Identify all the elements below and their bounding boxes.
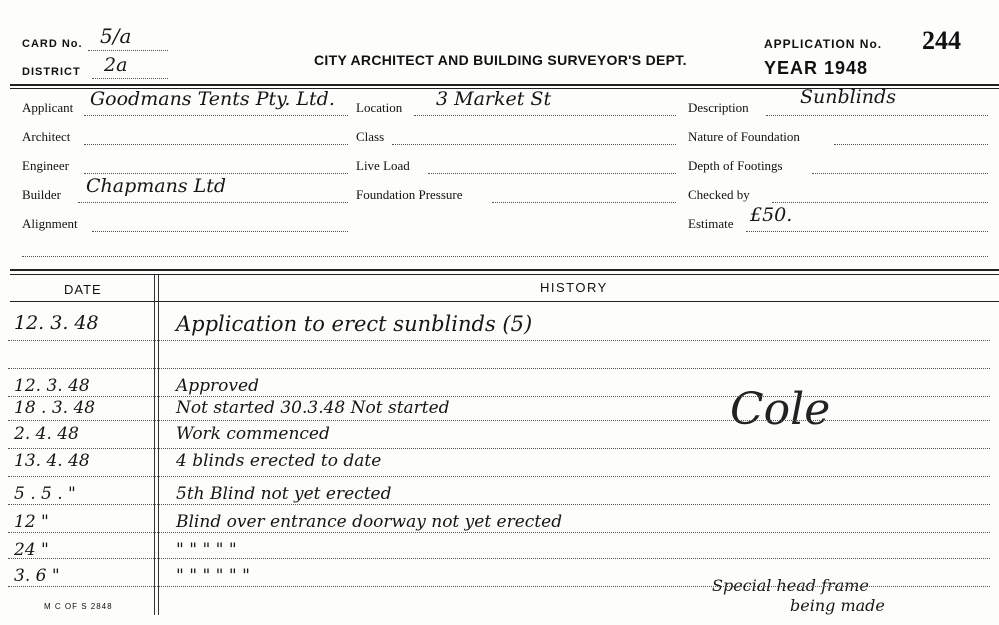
history-rule-line bbox=[8, 340, 990, 341]
application-no-value: 244 bbox=[922, 26, 961, 55]
history-row-text: 4 blinds erected to date bbox=[176, 451, 382, 471]
mid-rule-1 bbox=[10, 269, 999, 271]
history-row-date: 5 . 5 . " bbox=[14, 484, 76, 504]
history-rule-line bbox=[8, 368, 990, 369]
form-code: M C OF S 2848 bbox=[44, 602, 113, 611]
nature-of-foundation-line bbox=[834, 144, 988, 145]
foundation-pressure-label: Foundation Pressure bbox=[356, 187, 463, 202]
alignment-label: Alignment bbox=[22, 216, 78, 231]
history-rule-line bbox=[8, 558, 990, 559]
history-rule-line bbox=[8, 586, 990, 587]
applicant-line bbox=[84, 115, 348, 116]
application-no-label: APPLICATION No. bbox=[764, 37, 883, 51]
year-label: YEAR 1948 bbox=[764, 58, 869, 78]
location-label: Location bbox=[356, 100, 403, 115]
history-row-date: 2. 4. 48 bbox=[14, 424, 79, 444]
description-value: Sunblinds bbox=[800, 86, 896, 108]
history-row-date: 12. 3. 48 bbox=[14, 312, 99, 334]
card-no-line bbox=[88, 50, 168, 51]
history-rule-line bbox=[8, 476, 990, 477]
card-no-label: CARD No. bbox=[22, 38, 83, 50]
history-row-date: 3. 6 " bbox=[14, 566, 60, 586]
history-rule-line bbox=[8, 504, 990, 505]
history-rule-line bbox=[8, 532, 990, 533]
date-column-divider-2 bbox=[158, 275, 159, 615]
checked-by-label: Checked by bbox=[688, 187, 750, 202]
depth-of-footings-label: Depth of Footings bbox=[688, 158, 783, 173]
depth-of-footings-line bbox=[812, 173, 988, 174]
history-row-text: " " " " " bbox=[176, 540, 237, 560]
note-line-1: Special head frame bbox=[712, 576, 869, 595]
history-rule-line bbox=[8, 448, 990, 449]
history-row-text: Application to erect sunblinds (5) bbox=[176, 312, 533, 336]
location-line bbox=[414, 115, 676, 116]
history-row-date: 24 " bbox=[14, 540, 49, 560]
date-header: DATE bbox=[64, 282, 102, 297]
description-line bbox=[766, 115, 988, 116]
live-load-label: Live Load bbox=[356, 158, 410, 173]
checked-by-line bbox=[772, 202, 988, 203]
history-row-date: 12. 3. 48 bbox=[14, 376, 90, 396]
history-rule-line bbox=[8, 420, 990, 421]
district-value: 2a bbox=[104, 54, 128, 76]
history-row-date: 18 . 3. 48 bbox=[14, 398, 96, 418]
architect-label: Architect bbox=[22, 129, 71, 144]
nature-of-foundation-label: Nature of Foundation bbox=[688, 129, 800, 144]
class-line bbox=[392, 144, 676, 145]
description-label: Description bbox=[688, 100, 749, 115]
class-label: Class bbox=[356, 129, 385, 144]
district-label: DISTRICT bbox=[22, 66, 81, 78]
live-load-line bbox=[428, 173, 676, 174]
history-row-date: 12 " bbox=[14, 512, 49, 532]
signature: Cole bbox=[730, 384, 831, 435]
builder-label: Builder bbox=[22, 187, 61, 202]
note-line-2: being made bbox=[790, 596, 885, 615]
history-rule-line bbox=[8, 396, 990, 397]
location-value: 3 Market St bbox=[436, 88, 552, 110]
history-row-text: " " " " " " bbox=[176, 566, 250, 586]
district-line bbox=[92, 78, 168, 79]
history-row-text: Approved bbox=[176, 376, 259, 396]
estimate-label: Estimate bbox=[688, 216, 734, 231]
history-header: HISTORY bbox=[540, 280, 608, 295]
history-row-text: 5th Blind not yet erected bbox=[176, 484, 392, 504]
alignment-line bbox=[92, 231, 348, 232]
history-row-text: Work commenced bbox=[176, 424, 330, 444]
date-column-divider-1 bbox=[154, 275, 155, 615]
applicant-value: Goodmans Tents Pty. Ltd. bbox=[90, 88, 335, 110]
architect-line bbox=[84, 144, 348, 145]
foundation-pressure-line bbox=[492, 202, 676, 203]
engineer-label: Engineer bbox=[22, 158, 69, 173]
estimate-line bbox=[746, 231, 988, 232]
estimate-value: £50. bbox=[750, 204, 793, 226]
builder-value: Chapmans Ltd bbox=[86, 175, 227, 197]
history-row-text: Blind over entrance doorway not yet erected bbox=[176, 512, 563, 532]
applicant-label: Applicant bbox=[22, 100, 74, 115]
fields-end-line bbox=[22, 256, 988, 257]
engineer-line bbox=[84, 173, 348, 174]
builder-line bbox=[78, 202, 348, 203]
history-row-date: 13. 4. 48 bbox=[14, 451, 90, 471]
history-row-text: Not started 30.3.48 Not started bbox=[176, 398, 450, 418]
card-no-value: 5/a bbox=[100, 24, 132, 48]
dept-title: CITY ARCHITECT AND BUILDING SURVEYOR'S DEPT. bbox=[314, 52, 687, 68]
